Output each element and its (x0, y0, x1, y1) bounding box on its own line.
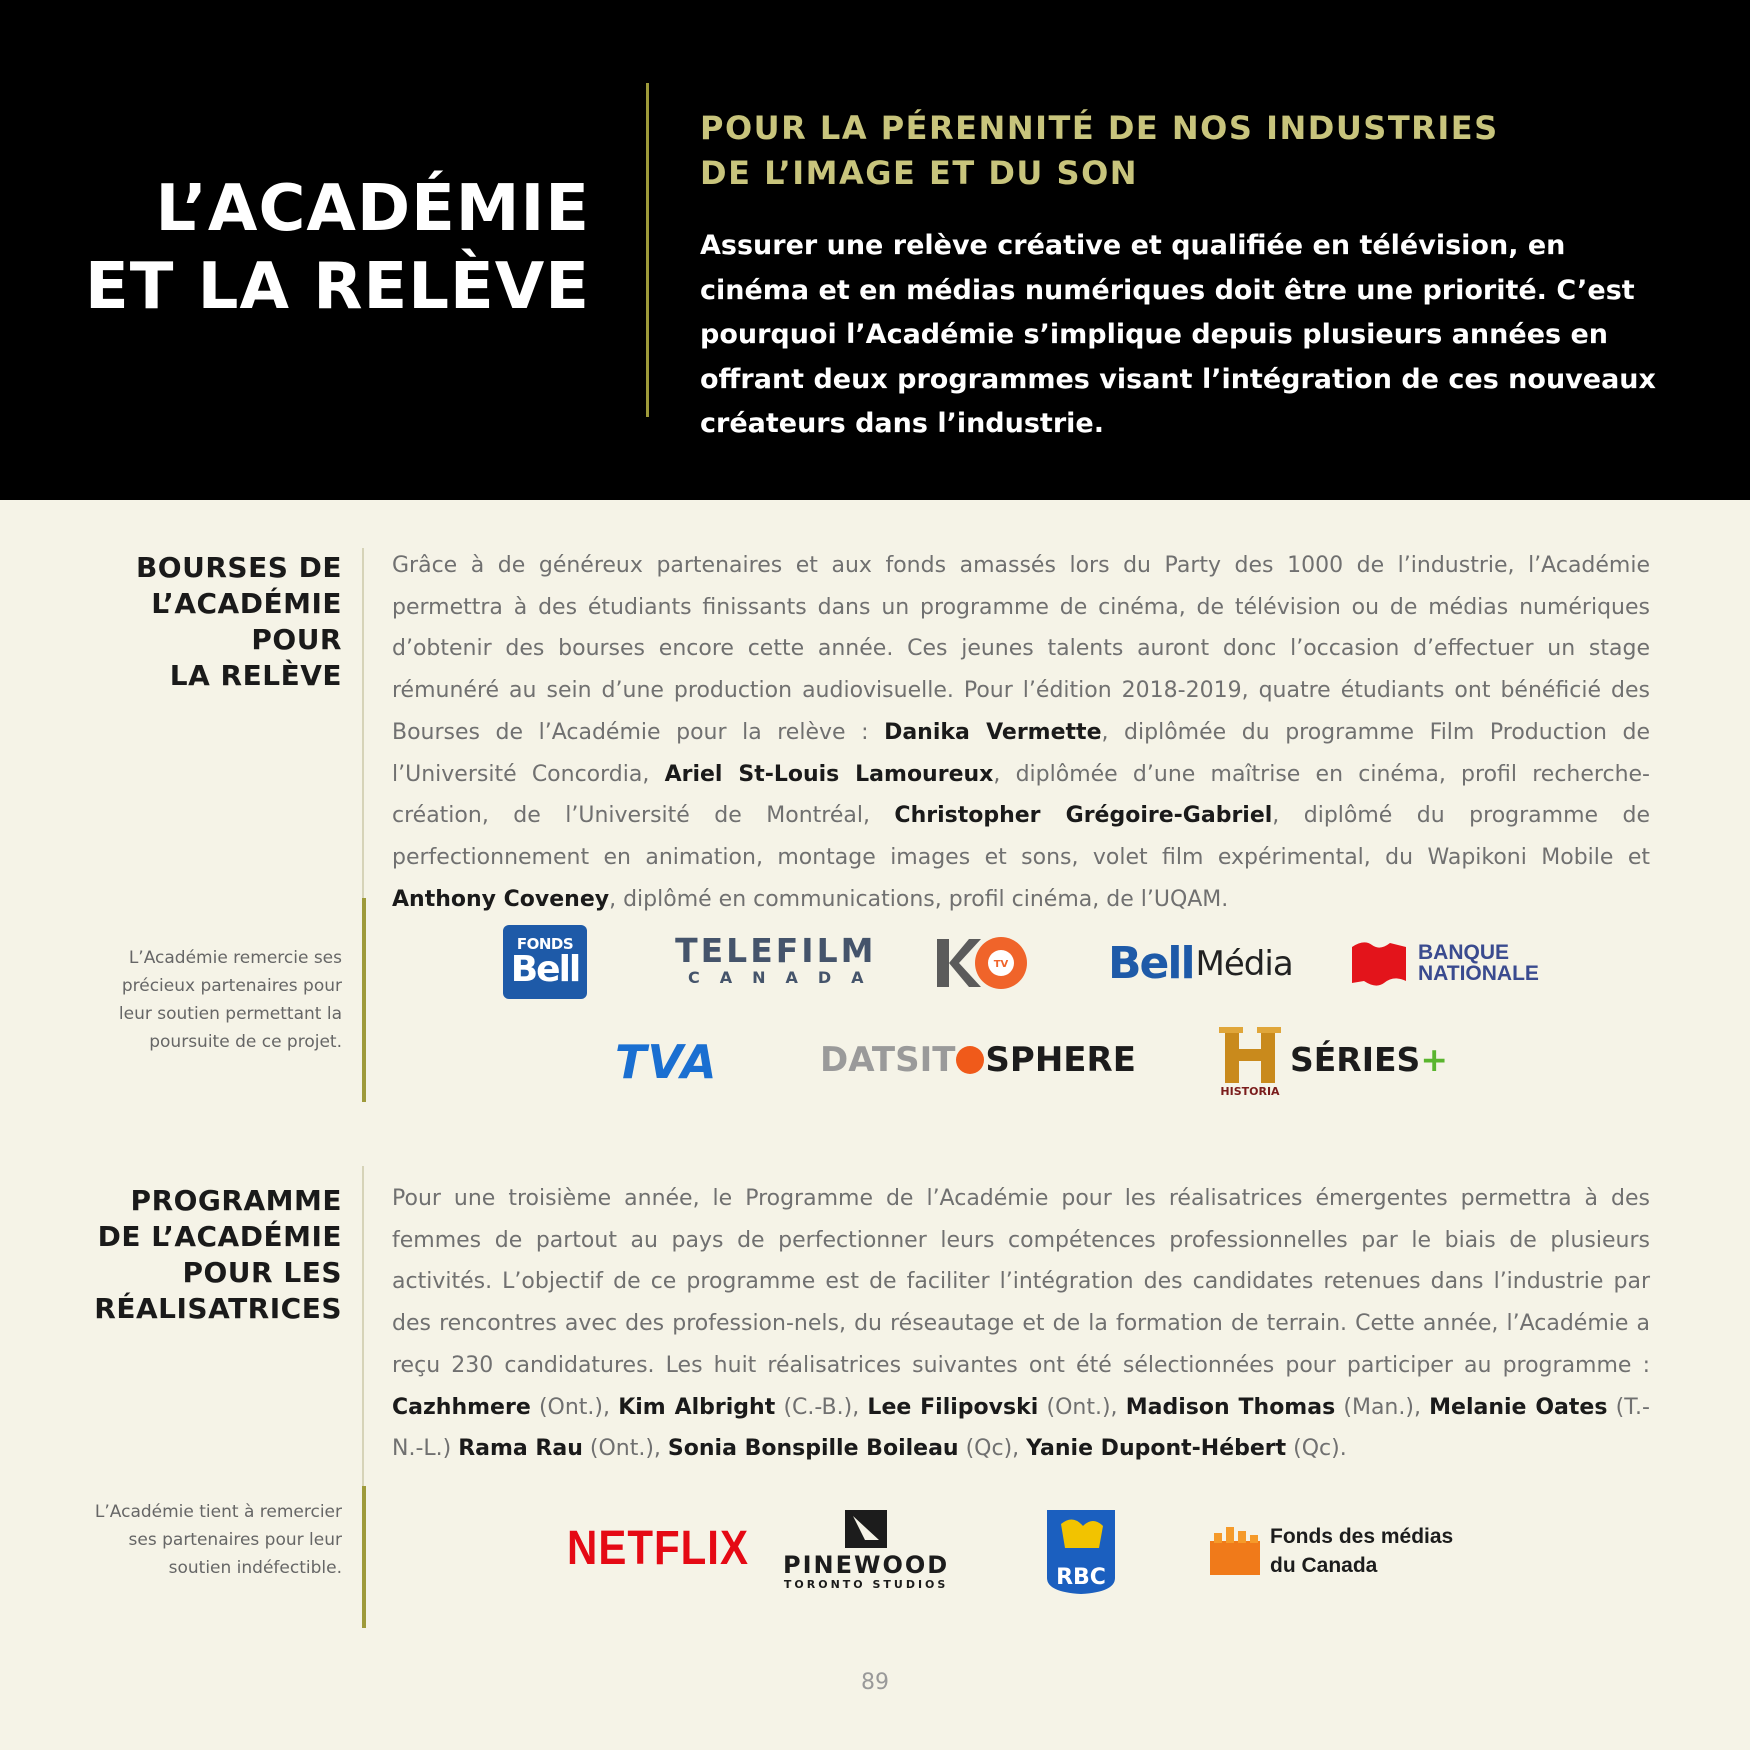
svg-text:HISTORIA: HISTORIA (1220, 1085, 1280, 1097)
series-plus-logo: SÉRIES + (1290, 1040, 1448, 1079)
section1-divider-light (362, 548, 364, 898)
svg-text:RBC: RBC (1056, 1565, 1106, 1590)
historia-logo (1217, 1025, 1287, 1097)
header-divider (646, 83, 649, 417)
banque-nationale-logo: BANQUE NATIONALE (1350, 937, 1539, 989)
section-subtitle: POUR LA PÉRENNITÉ DE NOS INDUSTRIES DE L’IMAGE ET DU SON (700, 109, 1499, 192)
netflix-logo: NETFLIX (567, 1520, 749, 1575)
pinewood-emblem-icon (845, 1510, 887, 1548)
ko-tv-logo (935, 933, 1030, 993)
tva-logo: TVA (615, 1035, 718, 1089)
section2-divider-light (362, 1166, 364, 1486)
intro-text: Assurer une relève créative et qualifiée en télévision, en cinéma et en médias numériques doit être une priorité. C’est pourquoi l’Académie s’implique depuis plusieurs années en offrant deux programmes visant l’intégration de ces nouveaux créateurs dans l’industrie. (700, 230, 1656, 439)
svg-text:TV: TV (993, 959, 1009, 970)
banque-nationale-flag-icon (1350, 937, 1408, 989)
page-number: 89 (861, 1670, 889, 1695)
section1-divider-accent (362, 898, 366, 1102)
bell-media-logo: Bell Média (1108, 938, 1293, 989)
rbc-logo (1043, 1508, 1121, 1596)
section2-divider-accent (362, 1486, 366, 1628)
programme-heading: PROGRAMME DE L’ACADÉMIE POUR LES RÉALISATRICES (94, 1184, 342, 1325)
bourses-body: Grâce à de généreux partenaires et aux fonds amassés lors du Party des 1000 de l’industrie, l’Académie permettra à des étudiants finissants dans un programme de cinéma, de télévision ou de médias numériques d’obtenir des bourses encore cette année. Ces jeunes talents auront donc l’occasion d’effectuer un stage rémunéré au sein d’une production audiovisuelle. Pour l’édition 2018-2019, quatre étudiants ont bénéficié des Bourses de l’Académie pour la relève : Danika Vermette, diplômée du programme Film Production de l’Université Concordia, Ariel St-Louis Lamoureux, diplômée d’une maîtrise en cinéma, profil recherche-création, de l’Université de Montréal, Christopher Grégoire-Gabriel, diplômé du programme de perfectionnement en animation, montage images et sons, volet film expérimental, du Wapikoni Mobile et Anthony Coveney, diplômé en communications, profil cinéma, de l’UQAM. (392, 553, 1651, 912)
fonds-bell-logo: FONDS Bell (503, 925, 587, 999)
telefilm-canada-logo: TELEFILM CANADA (675, 931, 884, 987)
programme-partners-note: L’Académie tient à remercier ses partenaires pour leur soutien indéfectible. (94, 1502, 342, 1578)
fmc-emblem-icon (1210, 1527, 1260, 1575)
bourses-partners-note: L’Académie remercie ses précieux partenaires pour leur soutien permettant la poursuite de ce projet. (118, 948, 342, 1052)
programme-body: Pour une troisième année, le Programme de l’Académie pour les réalisatrices émergentes permettra à des femmes de partout au pays de perfectionner leurs compétences professionnelles par le biais de plusieurs activités. L’objectif de ce programme est de faciliter l’intégration des candidates retenues dans l’industrie par des rencontres avec des profession-nels, du réseautage et de la formation de terrain. Cette année, l’Académie a reçu 230 candidatures. Les huit réalisatrices suivantes ont été sélectionnées pour participer au programme : Cazhhmere (Ont.), Kim Albright (C.-B.), Lee Filipovski (Ont.), Madison Thomas (Man.), Melanie Oates (T.-N.-L.) Rama Rau (Ont.), Sonia Bonspille Boileau (Qc), Yanie Dupont-Hébert (Qc). (392, 1186, 1650, 1462)
header-band (0, 0, 1750, 500)
datsit-dot-icon (956, 1046, 984, 1074)
page-title: L’ACADÉMIE ET LA RELÈVE (85, 172, 590, 324)
bourses-heading: BOURSES DE L’ACADÉMIE POUR LA RELÈVE (135, 551, 342, 692)
datsit-sphere-logo: DATSIT SPHERE (820, 1040, 1136, 1080)
fonds-medias-canada-logo: Fonds des médias du Canada (1210, 1522, 1453, 1580)
pinewood-logo: PINEWOOD TORONTO STUDIOS (783, 1510, 949, 1592)
